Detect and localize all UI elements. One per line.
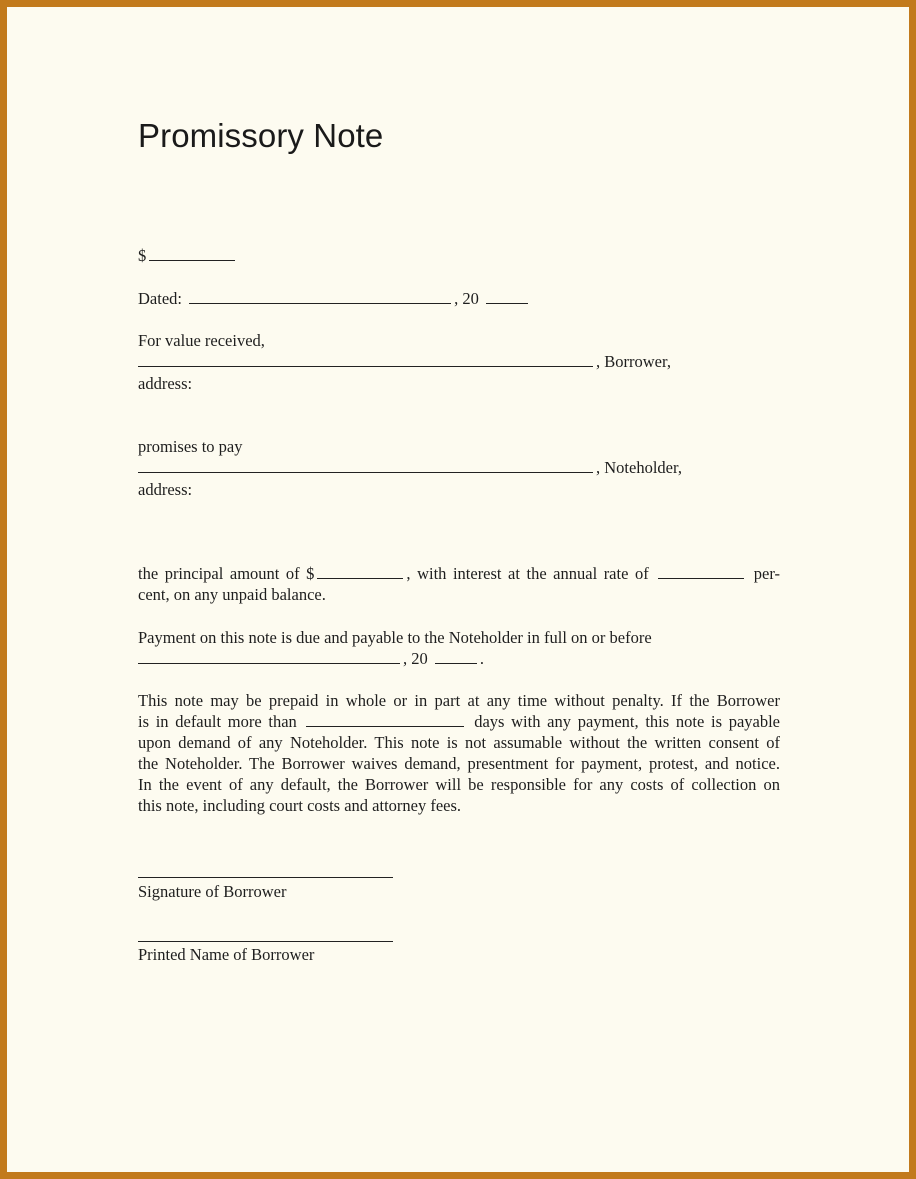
borrower-address-label: address: — [138, 374, 193, 393]
payment-date-blank[interactable] — [138, 649, 400, 664]
principal-text-2: , with interest at the annual rate of — [406, 564, 649, 583]
payment-line-1: Payment on this note is due and payable to the Noteholder in full on or before — [138, 628, 652, 647]
default-days-blank[interactable] — [306, 712, 464, 727]
date-blank[interactable] — [189, 289, 451, 304]
terms-line-2b: days with any payment, this note is payable — [474, 712, 781, 731]
terms-line-4: the Noteholder. The Borrower waives demand, presentment for payment, protest, and notice. — [138, 754, 780, 773]
payment-year-suffix: . — [479, 649, 484, 668]
noteholder-name-blank[interactable] — [138, 458, 593, 473]
terms-paragraph — [138, 690, 780, 816]
amount-line — [138, 245, 238, 266]
principal-line-2: cent, on any unpaid balance. — [138, 585, 326, 604]
printed-name-blank[interactable] — [138, 941, 393, 942]
noteholder-line — [138, 457, 682, 478]
borrower-name-blank[interactable] — [138, 352, 593, 367]
terms-line-2 — [138, 711, 780, 732]
printed-name-label: Printed Name of Borrower — [138, 945, 315, 964]
noteholder-address-label: address: — [138, 480, 193, 499]
principal-text-1: the principal amount of $ — [138, 564, 315, 583]
noteholder-suffix: , Noteholder, — [596, 458, 682, 477]
borrower-suffix: , Borrower, — [596, 352, 671, 371]
borrower-line — [138, 351, 671, 372]
promises-line: promises to pay — [138, 437, 243, 456]
dated-year-blank[interactable] — [486, 289, 528, 304]
principal-amount-blank[interactable] — [317, 564, 403, 579]
amount-prefix: $ — [138, 246, 147, 265]
terms-line-2a: is in default more than — [138, 712, 297, 731]
signature-label: Signature of Borrower — [138, 882, 287, 901]
principal-line-1 — [138, 563, 780, 584]
principal-text-3: per- — [753, 564, 781, 583]
interest-rate-blank[interactable] — [658, 564, 744, 579]
dated-label: Dated: — [138, 289, 182, 308]
dated-line — [138, 288, 531, 309]
terms-line-5: In the event of any default, the Borrower will be responsible for any costs of collection on — [138, 775, 780, 794]
signature-blank[interactable] — [138, 877, 393, 878]
dated-year-prefix: , 20 — [454, 289, 479, 308]
principal-paragraph — [138, 563, 780, 605]
terms-line-6: this note, including court costs and attorney fees. — [138, 796, 462, 815]
payment-line-2 — [138, 648, 484, 669]
terms-line-1: This note may be prepaid in whole or in part at any time without penalty. If the Borrower — [138, 691, 780, 710]
document-page — [7, 7, 909, 1172]
payment-year-prefix: , 20 — [403, 649, 428, 668]
document-title: Promissory Note — [138, 117, 384, 154]
payment-year-blank[interactable] — [435, 649, 477, 664]
amount-blank[interactable] — [149, 246, 235, 261]
for-value-line: For value received, — [138, 331, 265, 350]
terms-line-3: upon demand of any Noteholder. This note is not assumable without the written consent of — [138, 733, 780, 752]
